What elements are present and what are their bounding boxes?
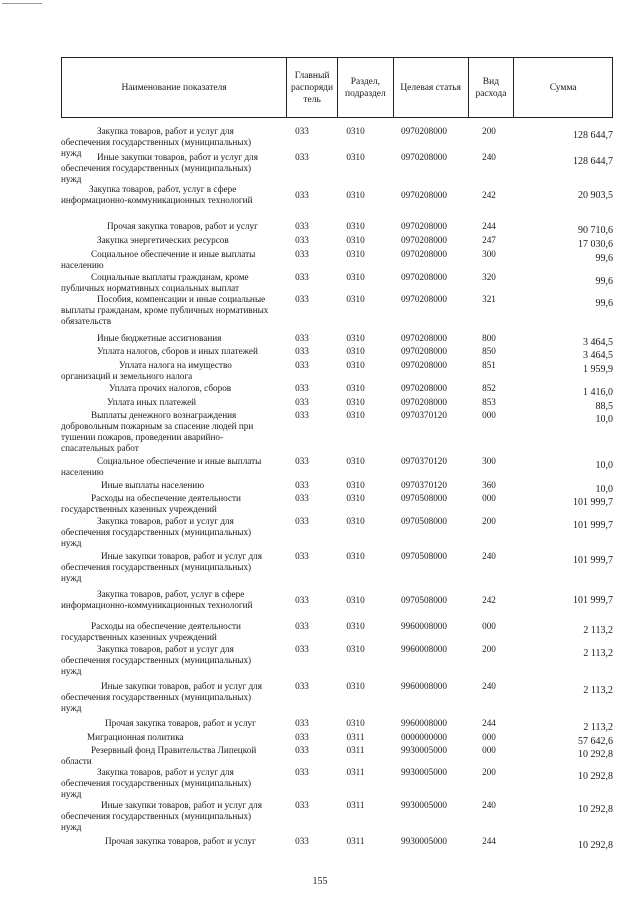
row-codes bbox=[277, 551, 514, 584]
table-row bbox=[61, 681, 613, 714]
row-codes bbox=[277, 294, 514, 327]
row-section: 0310 bbox=[346, 189, 365, 200]
row-sum: 128 644,7 bbox=[573, 156, 613, 167]
row-sum: 2 113,2 bbox=[583, 648, 613, 659]
row-expense-type: 321 bbox=[482, 294, 496, 304]
row-name: Иные закупки товаров, работ и услуг для обеспечения государственных (муниципальных) нужд bbox=[61, 551, 262, 583]
row-sum: 3 464,5 bbox=[583, 350, 613, 361]
row-section: 0310 bbox=[346, 718, 365, 728]
row-codes bbox=[277, 410, 514, 454]
row-expense-type: 851 bbox=[482, 360, 496, 370]
row-target: 0970508000 bbox=[401, 516, 447, 526]
row-name: Закупка товаров, работ и услуг для обеспечения государственных (муниципальных) нужд bbox=[61, 516, 252, 548]
row-name: Закупка товаров, работ и услуг для обеспечения государственных (муниципальных) нужд bbox=[61, 126, 252, 158]
table-row bbox=[61, 249, 613, 271]
row-target: 0970208000 bbox=[401, 360, 447, 370]
row-codes bbox=[277, 190, 514, 201]
row-codes bbox=[277, 767, 514, 800]
row-target: 0970208000 bbox=[401, 333, 447, 343]
row-sum: 90 710,6 bbox=[578, 225, 613, 236]
row-sum: 101 999,7 bbox=[573, 497, 613, 508]
row-section: 0310 bbox=[346, 456, 365, 466]
row-name: Закупка товаров, работ, услуг в сфере информационно-коммуникационных технологий bbox=[61, 589, 253, 610]
row-name: Социальное обеспечение и иные выплаты населению bbox=[61, 249, 256, 270]
row-name: Иные закупки товаров, работ и услуг для обеспечения государственных (муниципальных) нужд bbox=[61, 681, 262, 713]
row-sum: 101 999,7 bbox=[573, 594, 613, 606]
row-expense-type: 000 bbox=[482, 410, 496, 420]
row-codes bbox=[277, 360, 514, 382]
table-row bbox=[61, 644, 613, 677]
row-main-admin: 033 bbox=[295, 294, 309, 304]
row-section: 0310 bbox=[346, 346, 365, 356]
row-section: 0310 bbox=[346, 294, 365, 304]
row-expense-type: 240 bbox=[482, 681, 496, 691]
row-expense-type: 360 bbox=[482, 480, 496, 490]
row-name: Социальные выплаты гражданам, кроме публичных нормативных социальных выплат bbox=[61, 272, 249, 293]
row-codes bbox=[277, 346, 514, 361]
row-main-admin: 033 bbox=[295, 126, 309, 136]
row-target: 0970508000 bbox=[401, 594, 447, 605]
header-main-admin: Главный распоряди тель bbox=[287, 58, 338, 117]
table-row bbox=[61, 360, 613, 382]
row-section: 0310 bbox=[346, 681, 365, 691]
row-target: 0970208000 bbox=[401, 346, 447, 356]
row-section: 0310 bbox=[346, 126, 365, 136]
row-expense-type: 200 bbox=[482, 644, 496, 654]
table-row bbox=[61, 800, 613, 833]
row-codes bbox=[277, 836, 514, 851]
row-expense-type: 320 bbox=[482, 272, 496, 282]
row-target: 0000000000 bbox=[401, 732, 447, 742]
row-sum: 10,0 bbox=[595, 460, 613, 471]
row-name: Иные бюджетные ассигнования bbox=[97, 333, 222, 343]
row-main-admin: 033 bbox=[295, 493, 309, 503]
row-target: 0970208000 bbox=[401, 294, 447, 304]
table-row bbox=[61, 410, 613, 454]
row-main-admin: 033 bbox=[295, 456, 309, 466]
row-codes bbox=[277, 644, 514, 677]
header-section: Раздел, подраздел bbox=[338, 58, 394, 117]
row-codes bbox=[277, 456, 514, 478]
row-target: 0970208000 bbox=[401, 272, 447, 282]
row-expense-type: 200 bbox=[482, 126, 496, 136]
row-name: Закупка товаров, работ, услуг в сфере информационно-коммуникационных технологий bbox=[61, 184, 253, 205]
row-section: 0310 bbox=[346, 221, 365, 231]
row-name: Резервный фонд Правительства Липецкой области bbox=[61, 745, 257, 766]
row-section: 0310 bbox=[346, 410, 365, 420]
row-sum: 2 113,2 bbox=[583, 685, 613, 696]
row-expense-type: 242 bbox=[482, 189, 496, 200]
row-target: 9930005000 bbox=[401, 745, 447, 755]
row-main-admin: 033 bbox=[295, 516, 309, 526]
row-sum: 10,0 bbox=[595, 484, 613, 495]
row-section: 0310 bbox=[346, 621, 365, 631]
row-expense-type: 200 bbox=[482, 767, 496, 777]
row-codes bbox=[277, 235, 514, 250]
row-section: 0311 bbox=[346, 836, 365, 846]
row-main-admin: 033 bbox=[295, 249, 309, 259]
row-expense-type: 244 bbox=[482, 718, 496, 728]
row-sum: 99,6 bbox=[595, 276, 613, 287]
row-section: 0310 bbox=[346, 644, 365, 654]
table-row bbox=[61, 516, 613, 549]
table-row bbox=[61, 493, 613, 515]
row-main-admin: 033 bbox=[295, 800, 309, 810]
row-section: 0310 bbox=[346, 493, 365, 503]
row-main-admin: 033 bbox=[295, 235, 309, 245]
row-sum: 10 292,8 bbox=[578, 840, 613, 851]
row-target: 0970370120 bbox=[401, 456, 447, 466]
row-expense-type: 000 bbox=[482, 621, 496, 631]
row-name: Выплаты денежного вознаграждения добровольным пожарным за спасение людей при тушении пожаров, проведении аварийно-спасательных работ bbox=[61, 410, 254, 453]
table-row bbox=[61, 836, 613, 851]
row-target: 9930005000 bbox=[401, 767, 447, 777]
row-sum: 2 113,2 bbox=[583, 625, 613, 636]
row-sum: 101 999,7 bbox=[573, 520, 613, 531]
row-codes bbox=[277, 383, 514, 398]
row-target: 9930005000 bbox=[401, 836, 447, 846]
row-name: Прочая закупка товаров, работ и услуг bbox=[105, 836, 256, 846]
row-target: 9960008000 bbox=[401, 681, 447, 691]
row-name: Миграционная политика bbox=[87, 732, 184, 742]
row-main-admin: 033 bbox=[295, 189, 309, 200]
row-codes bbox=[277, 493, 514, 515]
row-target: 0970208000 bbox=[401, 397, 447, 407]
row-target: 9930005000 bbox=[401, 800, 447, 810]
row-section: 0310 bbox=[346, 594, 365, 605]
row-expense-type: 244 bbox=[482, 836, 496, 846]
row-sum: 1 416,0 bbox=[583, 387, 613, 398]
row-section: 0311 bbox=[346, 745, 365, 755]
row-main-admin: 033 bbox=[295, 594, 309, 605]
row-name: Уплата налога на имущество организаций и земельного налога bbox=[61, 360, 232, 381]
row-sum: 88,5 bbox=[595, 401, 613, 412]
row-target: 0970208000 bbox=[401, 152, 447, 162]
row-codes bbox=[277, 800, 514, 833]
row-sum: 20 903,5 bbox=[578, 189, 613, 201]
row-sum: 17 030,6 bbox=[578, 239, 613, 250]
row-expense-type: 853 bbox=[482, 397, 496, 407]
row-expense-type: 000 bbox=[482, 493, 496, 503]
row-section: 0310 bbox=[346, 249, 365, 259]
row-name: Прочая закупка товаров, работ и услуг bbox=[105, 718, 256, 728]
row-target: 9960008000 bbox=[401, 621, 447, 631]
row-name: Иные выплаты населению bbox=[101, 480, 205, 490]
row-main-admin: 033 bbox=[295, 152, 309, 162]
table-row bbox=[61, 718, 613, 733]
row-expense-type: 000 bbox=[482, 745, 496, 755]
row-name: Закупка товаров, работ и услуг для обеспечения государственных (муниципальных) нужд bbox=[61, 767, 252, 799]
row-section: 0310 bbox=[346, 235, 365, 245]
header-sum: Сумма bbox=[549, 82, 577, 93]
row-expense-type: 850 bbox=[482, 346, 496, 356]
table-row bbox=[61, 235, 613, 250]
row-sum: 99,6 bbox=[595, 253, 613, 264]
table-row bbox=[61, 551, 613, 584]
row-main-admin: 033 bbox=[295, 397, 309, 407]
row-main-admin: 033 bbox=[295, 718, 309, 728]
row-expense-type: 247 bbox=[482, 235, 496, 245]
row-target: 0970370120 bbox=[401, 480, 447, 490]
row-codes bbox=[277, 249, 514, 271]
row-section: 0310 bbox=[346, 360, 365, 370]
row-main-admin: 033 bbox=[295, 272, 309, 282]
row-expense-type: 240 bbox=[482, 800, 496, 810]
row-target: 0970370120 bbox=[401, 410, 447, 420]
row-main-admin: 033 bbox=[295, 836, 309, 846]
table-row bbox=[61, 294, 613, 327]
header-target: Целевая статья bbox=[394, 58, 469, 117]
row-sum: 128 644,7 bbox=[573, 130, 613, 141]
row-main-admin: 033 bbox=[295, 346, 309, 356]
row-codes bbox=[277, 718, 514, 733]
table-row bbox=[61, 272, 613, 294]
table-row bbox=[61, 184, 613, 206]
row-expense-type: 242 bbox=[482, 594, 496, 605]
row-expense-type: 852 bbox=[482, 383, 496, 393]
row-name: Закупка энергетических ресурсов bbox=[97, 235, 229, 245]
table-header bbox=[61, 57, 613, 118]
row-sum: 57 642,6 bbox=[578, 736, 613, 747]
row-name: Расходы на обеспечение деятельности государственных казенных учреждений bbox=[61, 493, 241, 514]
row-section: 0311 bbox=[346, 800, 365, 810]
row-name: Пособия, компенсации и иные социальные выплаты гражданам, кроме публичных нормативных обязательств bbox=[61, 294, 269, 326]
row-expense-type: 240 bbox=[482, 152, 496, 162]
row-sum: 101 999,7 bbox=[573, 555, 613, 566]
row-target: 0970208000 bbox=[401, 249, 447, 259]
scan-artifact bbox=[2, 3, 42, 4]
row-expense-type: 200 bbox=[482, 516, 496, 526]
row-codes bbox=[277, 221, 514, 236]
row-name: Уплата налогов, сборов и иных платежей bbox=[97, 346, 258, 356]
table-row bbox=[61, 346, 613, 361]
row-name: Социальное обеспечение и иные выплаты населению bbox=[61, 456, 262, 477]
row-target: 9960008000 bbox=[401, 718, 447, 728]
row-expense-type: 300 bbox=[482, 456, 496, 466]
row-target: 0970208000 bbox=[401, 126, 447, 136]
row-sum: 2 113,2 bbox=[583, 722, 613, 733]
row-name: Иные закупки товаров, работ и услуг для обеспечения государственных (муниципальных) нужд bbox=[61, 800, 262, 832]
row-name: Уплата иных платежей bbox=[107, 397, 197, 407]
row-section: 0310 bbox=[346, 152, 365, 162]
page-number: 155 bbox=[312, 876, 328, 887]
row-target: 0970208000 bbox=[401, 383, 447, 393]
row-main-admin: 033 bbox=[295, 551, 309, 561]
row-main-admin: 033 bbox=[295, 745, 309, 755]
row-target: 0970208000 bbox=[401, 221, 447, 231]
row-main-admin: 033 bbox=[295, 360, 309, 370]
row-expense-type: 300 bbox=[482, 249, 496, 259]
row-section: 0310 bbox=[346, 480, 365, 490]
row-section: 0310 bbox=[346, 383, 365, 393]
row-expense-type: 000 bbox=[482, 732, 496, 742]
row-sum: 10,0 bbox=[595, 414, 613, 425]
row-sum: 10 292,8 bbox=[578, 771, 613, 782]
row-main-admin: 033 bbox=[295, 621, 309, 631]
row-expense-type: 244 bbox=[482, 221, 496, 231]
row-main-admin: 033 bbox=[295, 681, 309, 691]
row-sum: 10 292,8 bbox=[578, 749, 613, 760]
row-main-admin: 033 bbox=[295, 480, 309, 490]
row-section: 0310 bbox=[346, 272, 365, 282]
row-target: 0970508000 bbox=[401, 551, 447, 561]
table-row bbox=[61, 745, 613, 767]
row-codes bbox=[277, 516, 514, 549]
row-codes bbox=[277, 152, 514, 185]
header-name: Наименование показателя bbox=[62, 58, 287, 117]
row-codes bbox=[277, 621, 514, 643]
table-row bbox=[61, 456, 613, 478]
row-name: Закупка товаров, работ и услуг для обеспечения государственных (муниципальных) нужд bbox=[61, 644, 252, 676]
row-name: Уплата прочих налогов, сборов bbox=[109, 383, 232, 393]
table-row bbox=[61, 383, 613, 398]
row-main-admin: 033 bbox=[295, 221, 309, 231]
row-main-admin: 033 bbox=[295, 644, 309, 654]
row-sum: 10 292,8 bbox=[578, 804, 613, 815]
table-row bbox=[61, 767, 613, 800]
row-section: 0310 bbox=[346, 333, 365, 343]
row-section: 0310 bbox=[346, 551, 365, 561]
row-sum: 1 959,9 bbox=[583, 364, 613, 375]
row-target: 0970208000 bbox=[401, 235, 447, 245]
row-section: 0311 bbox=[346, 732, 365, 742]
row-section: 0310 bbox=[346, 397, 365, 407]
row-main-admin: 033 bbox=[295, 383, 309, 393]
row-expense-type: 240 bbox=[482, 551, 496, 561]
row-codes bbox=[277, 745, 514, 767]
row-codes bbox=[277, 681, 514, 714]
row-name: Расходы на обеспечение деятельности государственных казенных учреждений bbox=[61, 621, 241, 642]
row-target: 0970508000 bbox=[401, 493, 447, 503]
row-main-admin: 033 bbox=[295, 732, 309, 742]
row-section: 0310 bbox=[346, 516, 365, 526]
row-name: Иные закупки товаров, работ и услуг для обеспечения государственных (муниципальных) нужд bbox=[61, 152, 258, 184]
table-row bbox=[61, 221, 613, 236]
row-codes bbox=[277, 272, 514, 294]
table-row bbox=[61, 621, 613, 643]
table-row bbox=[61, 152, 613, 185]
row-section: 0311 bbox=[346, 767, 365, 777]
row-target: 0970208000 bbox=[401, 189, 447, 200]
header-expense-type: Вид расхода bbox=[469, 58, 515, 117]
row-main-admin: 033 bbox=[295, 333, 309, 343]
row-codes bbox=[277, 595, 514, 606]
row-sum: 3 464,5 bbox=[583, 337, 613, 348]
row-sum: 99,6 bbox=[595, 298, 613, 309]
row-name: Прочая закупка товаров, работ и услуг bbox=[107, 221, 258, 231]
row-target: 9960008000 bbox=[401, 644, 447, 654]
row-main-admin: 033 bbox=[295, 767, 309, 777]
row-expense-type: 800 bbox=[482, 333, 496, 343]
row-main-admin: 033 bbox=[295, 410, 309, 420]
table-row bbox=[61, 589, 613, 611]
